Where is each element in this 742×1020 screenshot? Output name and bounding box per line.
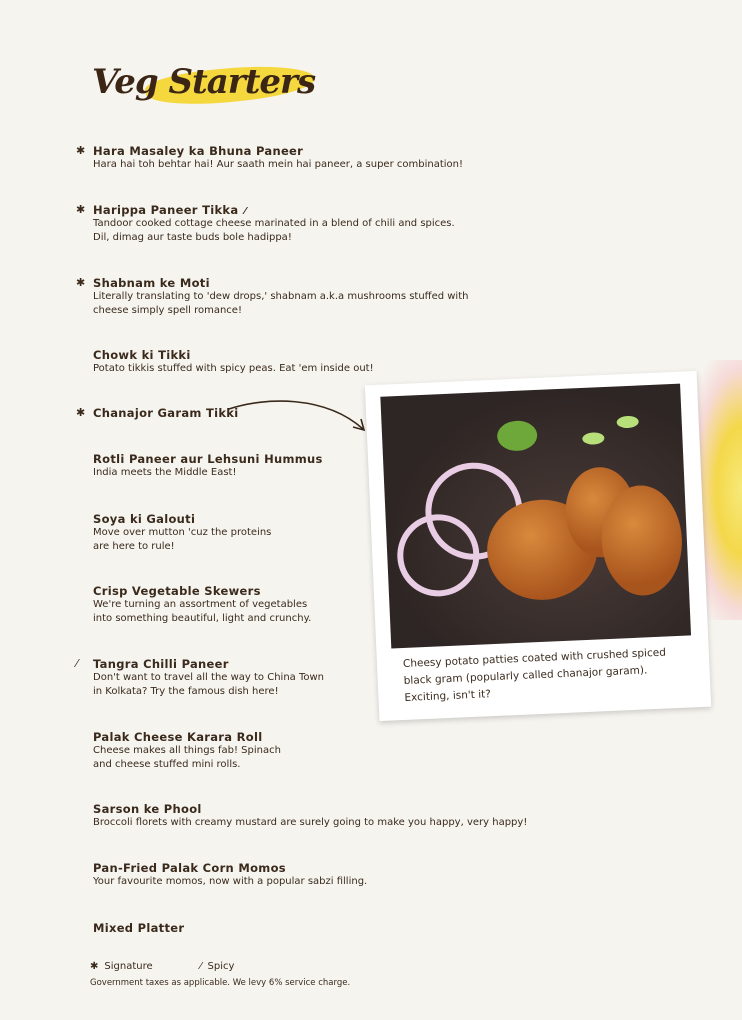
item-description: in Kolkata? Try the famous dish here!	[93, 686, 279, 697]
menu-item	[93, 730, 281, 772]
item-name: Tangra Chilli Paneer	[93, 657, 229, 671]
item-description: are here to rule!	[93, 541, 175, 552]
section-heading	[90, 58, 320, 118]
star-icon: ✱	[76, 276, 86, 289]
photo-caption: Cheesy potato patties coated with crushed spiced black gram (popularly called chanajor garam). Exciting, isn't it?	[402, 646, 667, 704]
item-description: Broccoli florets with creamy mustard are surely going to make you happy, very happy!	[93, 817, 528, 828]
photo-card	[365, 371, 711, 721]
item-name: Rotli Paneer aur Lehsuni Hummus	[93, 452, 323, 466]
item-description: Your favourite momos, now with a popular sabzi filling.	[93, 876, 368, 887]
item-description: Move over mutton 'cuz the proteins	[93, 527, 272, 538]
item-description: cheese simply spell romance!	[93, 305, 242, 316]
item-name: Chanajor Garam Tikki	[93, 406, 239, 420]
menu-item	[76, 144, 463, 172]
menu-item	[93, 512, 271, 554]
menu-item	[76, 203, 455, 245]
item-name: Sarson ke Phool	[93, 802, 202, 816]
footnote: Government taxes as applicable. We levy 6% service charge.	[90, 978, 351, 988]
chili-icon: ⁄	[76, 657, 78, 670]
legend	[90, 961, 278, 972]
food-photo	[380, 384, 691, 649]
star-icon: ✱	[76, 144, 86, 157]
menu-item	[93, 861, 367, 889]
item-description: India meets the Middle East!	[93, 467, 237, 478]
item-description: Literally translating to 'dew drops,' shabnam a.k.a mushrooms stuffed with	[93, 291, 469, 302]
item-name: Harippa Paneer Tikka ⁄	[93, 203, 247, 217]
item-description: Potato tikkis stuffed with spicy peas. Eat 'em inside out!	[93, 363, 374, 374]
item-name: Pan-Fried Palak Corn Momos	[93, 861, 286, 875]
item-description: and cheese stuffed mini rolls.	[93, 759, 241, 770]
menu-item	[93, 348, 374, 376]
menu-item	[76, 657, 325, 699]
menu-item	[93, 921, 184, 935]
item-name: Palak Cheese Karara Roll	[93, 730, 263, 744]
item-description: into something beautiful, light and crunchy.	[93, 613, 312, 624]
menu-item	[76, 276, 469, 318]
legend-signature: ✱ Signature	[90, 961, 153, 972]
menu-item	[93, 802, 527, 830]
menu-item	[93, 452, 323, 480]
item-name: Chowk ki Tikki	[93, 348, 191, 362]
star-icon: ✱	[76, 203, 86, 216]
chili-icon: ⁄	[244, 206, 247, 217]
item-description: Cheese makes all things fab! Spinach	[93, 745, 281, 756]
item-description: Tandoor cooked cottage cheese marinated in a blend of chili and spices.	[93, 218, 455, 229]
star-icon: ✱	[90, 961, 99, 972]
legend-spicy: ⁄ Spicy	[199, 961, 235, 972]
item-description: Dil, dimag aur taste buds bole hadippa!	[93, 232, 292, 243]
item-name: Soya ki Galouti	[93, 512, 196, 526]
item-name: Crisp Vegetable Skewers	[93, 584, 261, 598]
item-description: Hara hai toh behtar hai! Aur saath mein hai paneer, a super combination!	[93, 159, 463, 170]
menu-item	[93, 584, 311, 626]
page-title: Veg Starters	[92, 62, 316, 102]
item-name: Shabnam ke Moti	[93, 276, 210, 290]
item-description: Don't want to travel all the way to China Town	[93, 672, 325, 683]
item-name: Mixed Platter	[93, 921, 185, 935]
star-icon: ✱	[76, 406, 86, 419]
chili-icon: ⁄	[199, 961, 202, 972]
menu-item	[76, 406, 239, 420]
arrow-icon	[225, 395, 370, 435]
item-description: We're turning an assortment of vegetables	[93, 599, 308, 610]
item-name: Hara Masaley ka Bhuna Paneer	[93, 144, 304, 158]
